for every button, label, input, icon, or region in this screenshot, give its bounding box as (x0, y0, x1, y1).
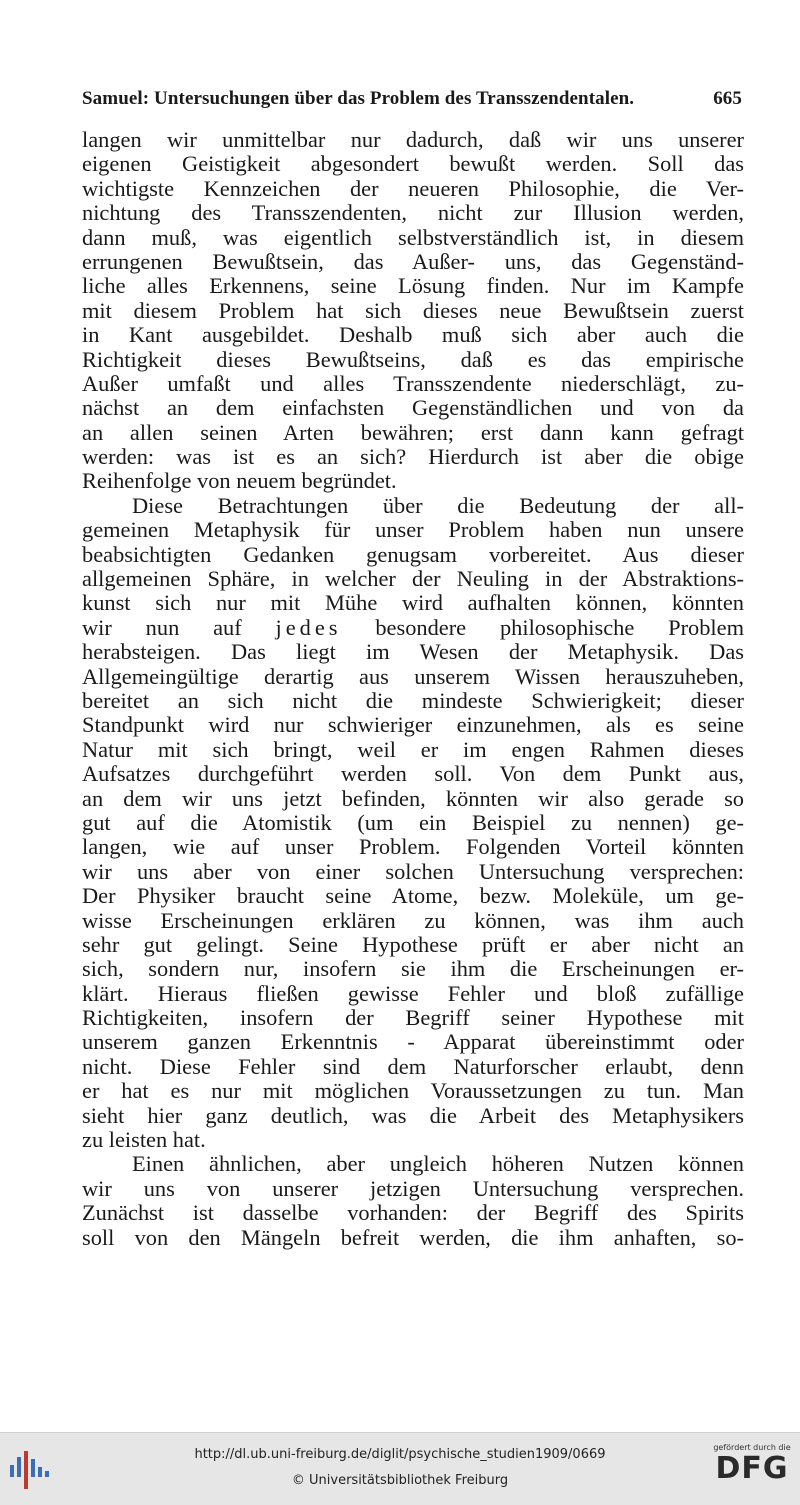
text-line: unserem ganzen Erkenntnis - Apparat übereinstimmt oder (82, 1029, 744, 1055)
text-line: gemeinen Metaphysik für unser Problem haben nun unsere (82, 517, 744, 543)
text-line: wir uns von unserer jetzigen Untersuchung versprechen. (82, 1175, 744, 1201)
running-header (82, 88, 742, 110)
text-line: wisse Erscheinungen erklären zu können, was ihm auch (82, 907, 744, 933)
text-line: langen, wie auf unser Problem. Folgenden Vorteil könnten (82, 834, 744, 860)
text-line: eigenen Geistigkeit abgesondert bewußt werden. Soll das (82, 151, 744, 177)
dfg-logo-text: DFG (715, 1451, 789, 1486)
text-line: Richtigkeiten, insofern der Begriff seiner Hypothese mit (82, 1005, 744, 1031)
text-line (82, 616, 744, 640)
text-line: bereitet an sich nicht die mindeste Schwierigkeit; dieser (82, 687, 744, 713)
text-line: dann muß, was eigentlich selbstverständlich ist, in diesem (82, 224, 744, 250)
text-line: Richtigkeit dieses Bewußtseins, daß es das empirische (82, 346, 744, 372)
text-line: Diese Betrachtungen über die Bedeutung der all- (132, 492, 744, 518)
text-line: Reihenfolge von neuem begründet. (82, 468, 397, 494)
text-line: Aufsatzes durchgeführt werden soll. Von dem Punkt aus, (82, 761, 744, 787)
body-text (82, 128, 744, 1250)
text-line: errungenen Bewußtsein, das Außer- uns, das Gegenständ- (82, 248, 744, 274)
text-line: mit diesem Problem hat sich dieses neue Bewußtsein zuerst (82, 297, 744, 323)
text-line: Standpunkt wird nur schwieriger einzunehmen, als es seine (82, 712, 744, 738)
text-line: sich, sondern nur, insofern sie ihm die Erscheinungen er- (82, 956, 744, 982)
emphasized-word: jedes (275, 614, 342, 640)
viewer-footer (0, 1432, 800, 1505)
dfg-logo[interactable] (712, 1441, 792, 1497)
text-line: Natur mit sich bringt, weil er im engen Rahmen dieses (82, 736, 744, 762)
text-line: beabsichtigten Gedanken genugsam vorbereitet. Aus dieser (82, 541, 744, 567)
text-line: zu leisten hat. (82, 1127, 206, 1153)
copyright-notice: © Universitätsbibliothek Freiburg (291, 1473, 509, 1488)
text-line: soll von den Mängeln befreit werden, die ihm anhaften, so- (82, 1224, 744, 1250)
permalink-url[interactable]: http://dl.ub.uni-freiburg.de/diglit/psychische_studien1909/0669 (194, 1447, 606, 1462)
text-line: sieht hier ganz deutlich, was die Arbeit des Metaphysikers (82, 1102, 744, 1128)
text-line: an dem wir uns jetzt befinden, könnten wir also gerade so (82, 785, 744, 811)
text-line: nichtung des Transszendenten, nicht zur Illusion werden, (82, 200, 744, 226)
text-line: in Kant ausgebildet. Deshalb muß sich aber auch die (82, 322, 744, 348)
text-line: liche alles Erkennens, seine Lösung finden. Nur im Kampfe (82, 273, 744, 299)
text-line: wir uns aber von einer solchen Untersuchung versprechen: (82, 858, 744, 884)
text-line: an allen seinen Arten bewähren; erst dann kann gefragt (82, 419, 744, 445)
text-line: Außer umfaßt und alles Transszendente niederschlägt, zu- (82, 370, 744, 396)
header-title: Samuel: Untersuchungen über das Problem des Transszendentalen. (82, 88, 635, 109)
text-line: kunst sich nur mit Mühe wird aufhalten können, könnten (82, 590, 744, 616)
text-line: herabsteigen. Das liegt im Wesen der Metaphysik. Das (82, 639, 744, 665)
text-fragment: besondere philosophische Problem (375, 614, 744, 640)
text-line: klärt. Hieraus fließen gewisse Fehler und bloß zufällige (82, 980, 744, 1006)
text-fragment: wir nun auf (82, 614, 242, 640)
text-line: langen wir unmittelbar nur dadurch, daß wir uns unserer (82, 127, 744, 152)
text-line: Zunächst ist dasselbe vorhanden: der Begriff des Spirits (82, 1200, 744, 1226)
text-line: Allgemeingültige derartig aus unserem Wissen herauszuheben, (82, 663, 744, 689)
text-line: Einen ähnlichen, aber ungleich höheren Nutzen können (132, 1151, 744, 1177)
page-number: 665 (713, 88, 742, 109)
text-line: sehr gut gelingt. Seine Hypothese prüft er aber nicht an (82, 931, 744, 957)
text-line: nicht. Diese Fehler sind dem Naturforscher erlaubt, denn (82, 1053, 744, 1079)
text-line: Der Physiker braucht seine Atome, bezw. Moleküle, um ge- (82, 883, 744, 909)
text-line: wichtigste Kennzeichen der neueren Philosophie, die Ver- (82, 175, 744, 201)
text-line: nächst an dem einfachsten Gegenständlichen und von da (82, 395, 744, 421)
text-line: gut auf die Atomistik (um ein Beispiel zu nennen) ge- (82, 809, 744, 835)
text-line: werden: was ist es an sich? Hierdurch ist aber die obige (82, 444, 744, 470)
text-line: er hat es nur mit möglichen Voraussetzungen zu tun. Man (82, 1078, 744, 1104)
text-line: allgemeinen Sphäre, in welcher der Neuling in der Abstraktions- (82, 566, 744, 592)
dfg-funded-by-label: gefördert durch die (713, 1443, 791, 1452)
